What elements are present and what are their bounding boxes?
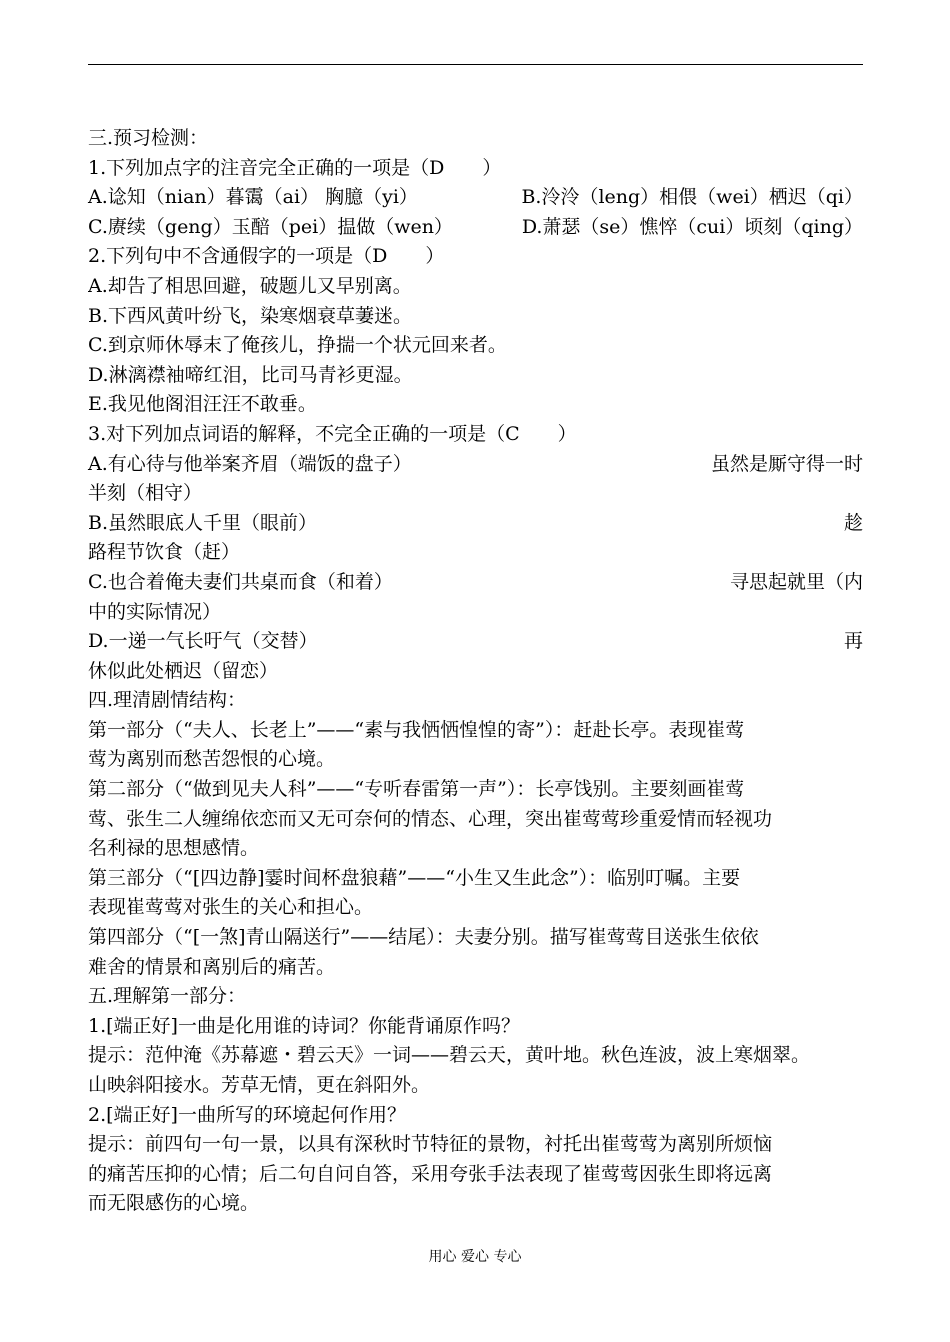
text-line: 难舍的情景和离别后的痛苦。 xyxy=(88,955,336,978)
text-line-left: C.赓续（geng）玉醅（pei）揾做（wen） xyxy=(88,215,453,238)
text-line: 3.对下列加点词语的解释，不完全正确的一项是（C ） xyxy=(88,422,577,445)
text-line: 而无限感伤的心境。 xyxy=(88,1192,260,1215)
text-line: 半刻（相守） xyxy=(88,482,203,505)
text-line: 表现崔莺莺对张生的关心和担心。 xyxy=(88,896,374,919)
document-body xyxy=(88,124,863,1219)
text-line: 莺、张生二人缠绵依恋而又无可奈何的情态、心理，突出崔莺莺珍重爱情而轻视功 xyxy=(88,807,773,830)
text-line-split xyxy=(88,568,863,598)
text-line: 第三部分（“[四边静]霎时间杯盘狼藉”——“小生又生此念”）：临别叮嘱。主要 xyxy=(88,866,741,889)
text-line-left: A.谂知（nian）暮霭（ai） 胸臆（yi） xyxy=(88,186,418,209)
text-line: A.却告了相思回避，破题儿又早别离。 xyxy=(88,274,412,297)
text-line-right: 寻思起就里（内 xyxy=(729,570,863,593)
text-line-right: B.泠泠（leng）相偎（wei）栖迟（qi） xyxy=(521,186,863,209)
text-line-split xyxy=(88,183,863,213)
text-line: 第一部分（“夫人、长老上”——“素与我恓恓惶惶的寄”）：赶赴长亭。表现崔莺 xyxy=(88,718,745,741)
text-line-left: D.一递一气长吁气（交替） xyxy=(88,630,318,653)
text-line-split xyxy=(88,450,863,480)
text-line: 三.预习检测： xyxy=(88,127,209,149)
text-line: 四.理清剧情结构： xyxy=(88,689,247,712)
text-line-left: B.虽然眼底人千里（眼前） xyxy=(88,511,318,534)
text-line: D.淋漓襟袖啼红泪，比司马青衫更湿。 xyxy=(88,363,413,386)
text-line-right: 再 xyxy=(843,630,863,653)
text-line: C.到京师休辱末了俺孩儿，挣揣一个状元回来者。 xyxy=(88,334,507,357)
text-line: 第二部分（“做到见夫人科”——“专听春雷第一声”）：长亭饯别。主要刻画崔莺 xyxy=(88,778,745,801)
text-line-split xyxy=(88,509,863,539)
text-line-split xyxy=(88,627,863,657)
text-line-left: A.有心待与他举案齐眉（端饭的盘子） xyxy=(88,452,412,475)
page-footer: 用心 爱心 专心 xyxy=(428,1249,522,1265)
text-line: 提示：前四句一句一景，以具有深秋时节特征的景物，衬托出崔莺莺为离别所烦恼 xyxy=(88,1133,773,1156)
text-line: 2.下列句中不含通假字的一项是（D ） xyxy=(88,245,445,268)
text-line: 中的实际情况） xyxy=(88,600,222,623)
text-line-split xyxy=(88,213,863,243)
text-line: 五.理解第一部分： xyxy=(88,985,247,1008)
text-line-left: C.也合着俺夫妻们共桌而食（和着） xyxy=(88,570,393,593)
text-line-right: 虽然是厮守得一时 xyxy=(710,452,863,475)
text-line: 1.[端正好]一曲是化用谁的诗词？你能背诵原作吗？ xyxy=(88,1014,520,1037)
text-line-right: D.萧瑟（se）憔悴（cui）顷刻（qing） xyxy=(521,215,863,238)
text-line: 1.下列加点字的注音完全正确的一项是（D ） xyxy=(88,156,502,179)
text-line-right: 趁 xyxy=(843,511,863,534)
text-line: B.下西风黄叶纷飞，染寒烟衰草萋迷。 xyxy=(88,304,413,327)
text-line: 的痛苦压抑的心情；后二句自问自答，采用夸张手法表现了崔莺莺因张生即将远离 xyxy=(88,1162,773,1185)
text-line: 2.[端正好]一曲所写的环境起何作用？ xyxy=(88,1103,406,1126)
text-line: 休似此处栖迟（留恋） xyxy=(88,659,279,682)
text-line: 提示：范仲淹《苏幕遮・碧云天》一词——碧云天，黄叶地。秋色连波，波上寒烟翠。 xyxy=(88,1044,811,1067)
text-line: 山映斜阳接水。芳草无情，更在斜阳外。 xyxy=(88,1074,431,1096)
text-line: 莺为离别而愁苦怨恨的心境。 xyxy=(88,748,336,771)
text-line: 第四部分（“[一煞]青山隔送行”——结尾）：夫妻分别。描写崔莺莺目送张生依依 xyxy=(88,926,759,949)
text-line: 名利禄的思想感情。 xyxy=(88,837,260,860)
header-rule xyxy=(88,64,863,65)
text-line: E.我见他阁泪汪汪不敢垂。 xyxy=(88,393,317,416)
text-line: 路程节饮食（赶） xyxy=(88,541,241,564)
